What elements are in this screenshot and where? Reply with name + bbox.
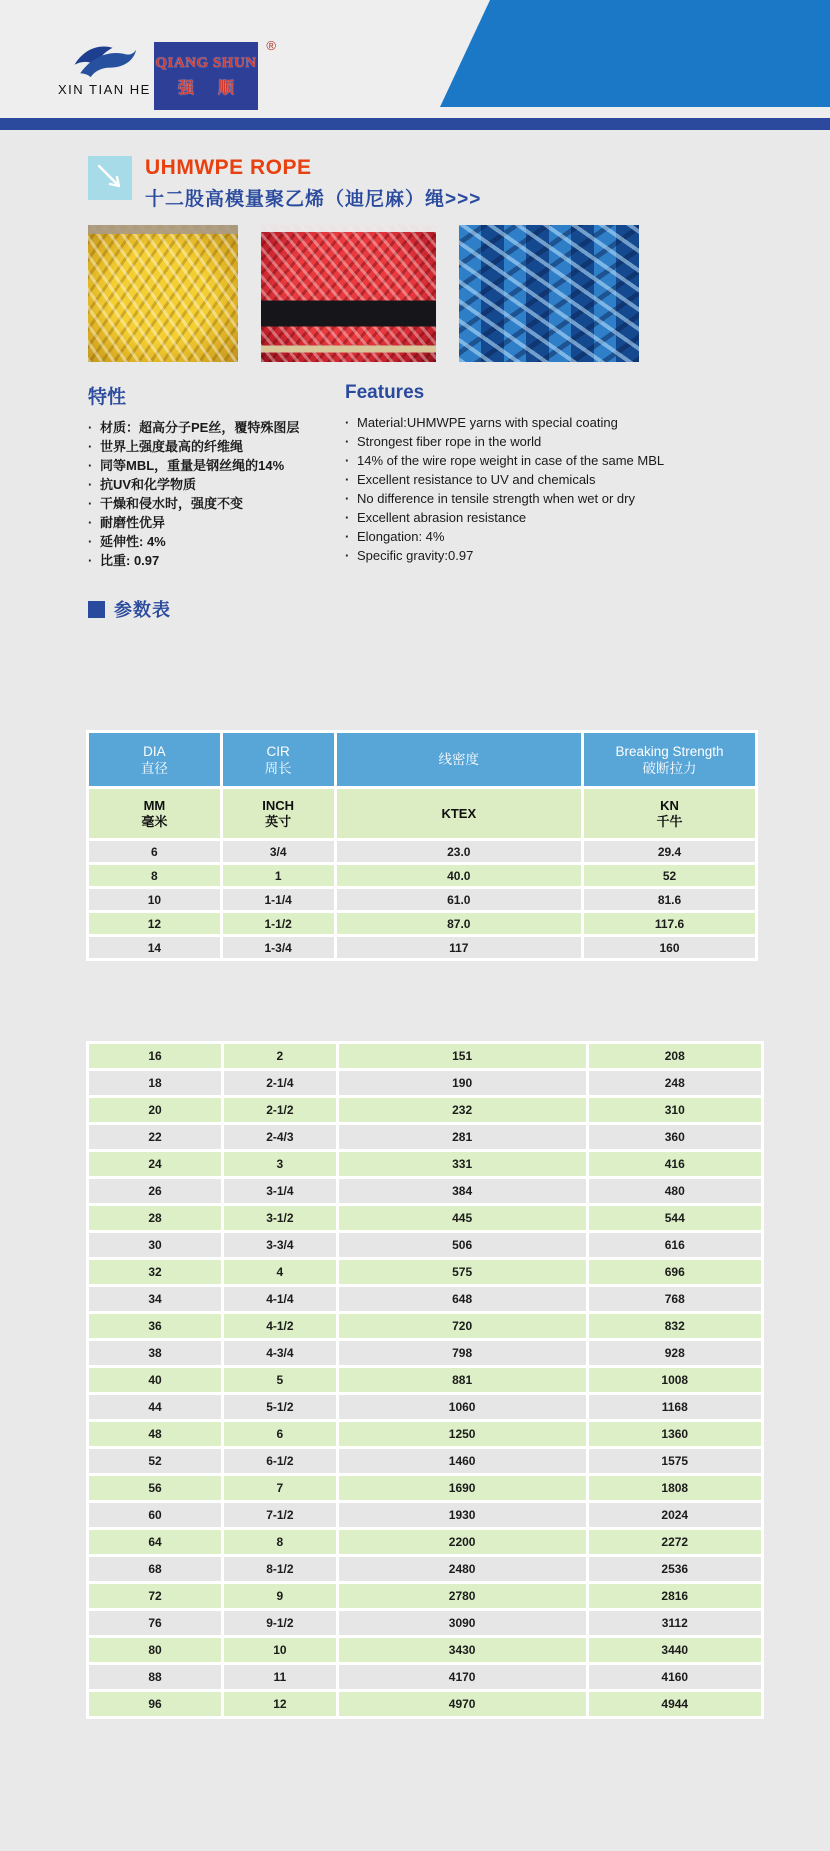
- table-cell: 11: [223, 1664, 338, 1691]
- registered-mark: ®: [266, 38, 276, 53]
- table-cell: 10: [88, 888, 222, 912]
- table-cell: 1690: [337, 1475, 587, 1502]
- table-cell: 310: [587, 1097, 763, 1124]
- table-cell: 56: [88, 1475, 223, 1502]
- header-dia-zh: 直径: [140, 760, 168, 776]
- features-section: [88, 382, 760, 570]
- table-cell: 2780: [337, 1583, 587, 1610]
- features-heading-en: Features: [345, 382, 425, 403]
- table-cell: 544: [587, 1205, 763, 1232]
- table-row: [88, 1097, 763, 1124]
- logo-text: XIN TIAN HE: [58, 82, 151, 97]
- table-cell: 72: [88, 1583, 223, 1610]
- table-cell: 28: [88, 1205, 223, 1232]
- units-kn-en: KN: [660, 797, 679, 813]
- feature-item: · 材质：超高分子PE丝，覆特殊图层: [88, 418, 345, 437]
- header-cell-cir: [221, 732, 335, 788]
- feature-item: · Specific gravity:0.97: [345, 546, 760, 565]
- table-cell: 4170: [337, 1664, 587, 1691]
- feature-item: · 同等MBL，重量是钢丝绳的14%: [88, 456, 345, 475]
- table-cell: 60: [88, 1502, 223, 1529]
- spec-table-block2: [86, 1041, 764, 1719]
- table-cell: 648: [337, 1286, 587, 1313]
- feature-item: · No difference in tensile strength when wet or dry: [345, 489, 760, 508]
- product-photos: [88, 225, 760, 362]
- feature-item: · Strongest fiber rope in the world: [345, 432, 760, 451]
- table-cell: 720: [337, 1313, 587, 1340]
- units-cell-mm: [88, 788, 222, 840]
- table-cell: 4970: [337, 1691, 587, 1718]
- table-cell: 1250: [337, 1421, 587, 1448]
- table-row: [88, 888, 757, 912]
- table-row: [88, 936, 757, 960]
- table-cell: 3-3/4: [223, 1232, 338, 1259]
- header-breaking-en: Breaking Strength: [615, 743, 724, 759]
- units-ktex-en: KTEX: [441, 805, 477, 821]
- table-cell: 44: [88, 1394, 223, 1421]
- product-title-block: [88, 156, 760, 211]
- company-logo: [58, 42, 151, 97]
- table-cell: 76: [88, 1610, 223, 1637]
- features-column-en: [345, 382, 760, 570]
- table-cell: 5-1/2: [223, 1394, 338, 1421]
- header-dia-en: DIA: [143, 743, 166, 759]
- table-cell: 506: [337, 1232, 587, 1259]
- table-row: [88, 1502, 763, 1529]
- table-cell: 1: [221, 864, 335, 888]
- table-cell: 29.4: [583, 840, 757, 864]
- table-cell: 416: [587, 1151, 763, 1178]
- table-cell: 160: [583, 936, 757, 960]
- blue-rope-braid-photo: [459, 225, 639, 362]
- table-row: [88, 1637, 763, 1664]
- table-row: [88, 1421, 763, 1448]
- table-cell: 1808: [587, 1475, 763, 1502]
- feature-item: · 干燥和侵水时，强度不变: [88, 494, 345, 513]
- table-cell: 10: [223, 1637, 338, 1664]
- header-cell-density: [335, 732, 583, 788]
- table-row: [88, 1259, 763, 1286]
- table-cell: 151: [337, 1043, 587, 1070]
- table-row: [88, 1529, 763, 1556]
- table-row: [88, 1070, 763, 1097]
- table-cell: 88: [88, 1664, 223, 1691]
- table-row: [88, 1313, 763, 1340]
- units-cell-kn: [583, 788, 757, 840]
- features-list-en: [345, 413, 760, 565]
- table-cell: 1575: [587, 1448, 763, 1475]
- feature-item: · Excellent resistance to UV and chemicals: [345, 470, 760, 489]
- table-cell: 2480: [337, 1556, 587, 1583]
- table-cell: 8-1/2: [223, 1556, 338, 1583]
- units-mm-zh: 毫米: [141, 813, 168, 829]
- spec-heading-text: 参数表: [114, 600, 171, 620]
- blue-square-bullet-icon: [88, 601, 105, 618]
- table-cell: 3090: [337, 1610, 587, 1637]
- table-cell: 34: [88, 1286, 223, 1313]
- table-cell: 208: [587, 1043, 763, 1070]
- product-title-zh: 十二股高模量聚乙烯（迪尼麻）绳>>>: [145, 189, 482, 210]
- table-row: [88, 1232, 763, 1259]
- table-cell: 6: [223, 1421, 338, 1448]
- table-cell: 64: [88, 1529, 223, 1556]
- features-heading-cn: 特性: [88, 387, 127, 408]
- table-cell: 61.0: [335, 888, 583, 912]
- table-cell: 1930: [337, 1502, 587, 1529]
- table-cell: 480: [587, 1178, 763, 1205]
- spec-table-header-row: [88, 732, 757, 788]
- feature-item: · 14% of the wire rope weight in case of the same MBL: [345, 451, 760, 470]
- feature-item: · 比重: 0.97: [88, 551, 345, 570]
- table-cell: 36: [88, 1313, 223, 1340]
- table-cell: 2024: [587, 1502, 763, 1529]
- table-cell: 2-1/4: [223, 1070, 338, 1097]
- page-body: [0, 156, 830, 1719]
- page-header: [0, 0, 830, 118]
- brand-name-en: QIANG SHUN: [155, 54, 257, 71]
- table-cell: 9-1/2: [223, 1610, 338, 1637]
- table-cell: 5: [223, 1367, 338, 1394]
- units-kn-zh: 千牛: [656, 813, 683, 829]
- table-cell: 575: [337, 1259, 587, 1286]
- table-cell: 4-1/2: [223, 1313, 338, 1340]
- table-row: [88, 840, 757, 864]
- table-cell: 3-1/2: [223, 1205, 338, 1232]
- table-cell: 7: [223, 1475, 338, 1502]
- table-cell: 48: [88, 1421, 223, 1448]
- table-cell: 2200: [337, 1529, 587, 1556]
- yellow-rope-coil-photo: [88, 225, 238, 362]
- table-cell: 81.6: [583, 888, 757, 912]
- table-cell: 3112: [587, 1610, 763, 1637]
- table-cell: 360: [587, 1124, 763, 1151]
- table-row: [88, 1151, 763, 1178]
- header-cir-zh: 周长: [264, 760, 292, 776]
- table-row: [88, 1583, 763, 1610]
- table-cell: 30: [88, 1232, 223, 1259]
- table-cell: 8: [88, 864, 222, 888]
- table-row: [88, 1205, 763, 1232]
- table-cell: 3430: [337, 1637, 587, 1664]
- table-cell: 22: [88, 1124, 223, 1151]
- table-cell: 768: [587, 1286, 763, 1313]
- table-cell: 881: [337, 1367, 587, 1394]
- table-cell: 16: [88, 1043, 223, 1070]
- table-cell: 24: [88, 1151, 223, 1178]
- table-cell: 3/4: [221, 840, 335, 864]
- table-cell: 23.0: [335, 840, 583, 864]
- units-inch-en: INCH: [262, 797, 295, 813]
- table-cell: 117: [335, 936, 583, 960]
- feature-item: · Excellent abrasion resistance: [345, 508, 760, 527]
- product-title-texts: [145, 156, 481, 211]
- table-cell: 18: [88, 1070, 223, 1097]
- table-cell: 2-1/2: [223, 1097, 338, 1124]
- table-cell: 68: [88, 1556, 223, 1583]
- header-cir-en: CIR: [266, 743, 290, 759]
- feature-item: · 延伸性: 4%: [88, 532, 345, 551]
- table-cell: 4: [223, 1259, 338, 1286]
- header-density-zh: 线密度: [438, 752, 480, 767]
- table-cell: 2272: [587, 1529, 763, 1556]
- table-cell: 12: [223, 1691, 338, 1718]
- table-cell: 1360: [587, 1421, 763, 1448]
- table-row: [88, 1448, 763, 1475]
- table-cell: 928: [587, 1340, 763, 1367]
- table-row: [88, 1340, 763, 1367]
- table-row: [88, 1610, 763, 1637]
- table-cell: 80: [88, 1637, 223, 1664]
- table-row: [88, 1286, 763, 1313]
- table-cell: 696: [587, 1259, 763, 1286]
- feature-item: · Elongation: 4%: [345, 527, 760, 546]
- bird-swoosh-icon: [67, 42, 139, 80]
- blue-divider-bar: [0, 118, 830, 130]
- red-rope-spool-photo: [261, 225, 436, 362]
- header-cell-breaking-strength: [583, 732, 757, 788]
- table-cell: 9: [223, 1583, 338, 1610]
- units-inch-zh: 英寸: [265, 813, 292, 829]
- table-cell: 3: [223, 1151, 338, 1178]
- table-cell: 38: [88, 1340, 223, 1367]
- table-cell: 4944: [587, 1691, 763, 1718]
- table-row: [88, 1367, 763, 1394]
- brand-badge: [154, 38, 276, 110]
- table-cell: 26: [88, 1178, 223, 1205]
- feature-item: · 抗UV和化学物质: [88, 475, 345, 494]
- table-cell: 190: [337, 1070, 587, 1097]
- table-cell: 331: [337, 1151, 587, 1178]
- table-cell: 1060: [337, 1394, 587, 1421]
- table-row: [88, 1178, 763, 1205]
- table-cell: 7-1/2: [223, 1502, 338, 1529]
- table-cell: 798: [337, 1340, 587, 1367]
- table-cell: 96: [88, 1691, 223, 1718]
- table-cell: 1-3/4: [221, 936, 335, 960]
- table-cell: 52: [88, 1448, 223, 1475]
- features-list-cn: [88, 418, 345, 570]
- header-cell-dia: [88, 732, 222, 788]
- feature-item: · 耐磨性优异: [88, 513, 345, 532]
- table-cell: 87.0: [335, 912, 583, 936]
- table-cell: 384: [337, 1178, 587, 1205]
- table-cell: 3440: [587, 1637, 763, 1664]
- table-cell: 14: [88, 936, 222, 960]
- table-cell: 2816: [587, 1583, 763, 1610]
- table-cell: 3-1/4: [223, 1178, 338, 1205]
- spec-table-block1: [86, 730, 758, 961]
- units-mm-en: MM: [143, 797, 166, 813]
- table-cell: 1168: [587, 1394, 763, 1421]
- table-cell: 8: [223, 1529, 338, 1556]
- table-row: [88, 864, 757, 888]
- table-cell: 248: [587, 1070, 763, 1097]
- spec-section-heading: [88, 596, 760, 622]
- table-cell: 616: [587, 1232, 763, 1259]
- units-cell-inch: [221, 788, 335, 840]
- table-cell: 40.0: [335, 864, 583, 888]
- arrow-icon: [88, 156, 132, 200]
- table-cell: 445: [337, 1205, 587, 1232]
- table-cell: 1008: [587, 1367, 763, 1394]
- table-cell: 1460: [337, 1448, 587, 1475]
- feature-item: · 世界上强度最高的纤维绳: [88, 437, 345, 456]
- table-cell: 2536: [587, 1556, 763, 1583]
- table-cell: 4-3/4: [223, 1340, 338, 1367]
- table-cell: 32: [88, 1259, 223, 1286]
- table-cell: 52: [583, 864, 757, 888]
- feature-item: · Material:UHMWPE yarns with special coating: [345, 413, 760, 432]
- table-cell: 281: [337, 1124, 587, 1151]
- table-cell: 2: [223, 1043, 338, 1070]
- table-cell: 832: [587, 1313, 763, 1340]
- table-cell: 4160: [587, 1664, 763, 1691]
- table-row: [88, 1556, 763, 1583]
- features-column-cn: [88, 382, 345, 570]
- brand-name-zh: 强 顺: [177, 79, 244, 97]
- table-row: [88, 1691, 763, 1718]
- header-breaking-zh: 破断拉力: [642, 760, 697, 776]
- spec-table-units-row: [88, 788, 757, 840]
- table-row: [88, 1043, 763, 1070]
- table-cell: 117.6: [583, 912, 757, 936]
- table-row: [88, 1664, 763, 1691]
- table-cell: 20: [88, 1097, 223, 1124]
- table-row: [88, 1394, 763, 1421]
- table-row: [88, 912, 757, 936]
- table-cell: 1-1/2: [221, 912, 335, 936]
- table-cell: 6-1/2: [223, 1448, 338, 1475]
- header-diagonal-decoration: [430, 0, 830, 107]
- table-row: [88, 1475, 763, 1502]
- table-cell: 12: [88, 912, 222, 936]
- product-title-en: UHMWPE ROPE: [145, 156, 312, 179]
- table-cell: 2-4/3: [223, 1124, 338, 1151]
- table-cell: 232: [337, 1097, 587, 1124]
- units-cell-ktex: [335, 788, 583, 840]
- table-cell: 6: [88, 840, 222, 864]
- table-cell: 1-1/4: [221, 888, 335, 912]
- table-cell: 40: [88, 1367, 223, 1394]
- table-cell: 4-1/4: [223, 1286, 338, 1313]
- table-row: [88, 1124, 763, 1151]
